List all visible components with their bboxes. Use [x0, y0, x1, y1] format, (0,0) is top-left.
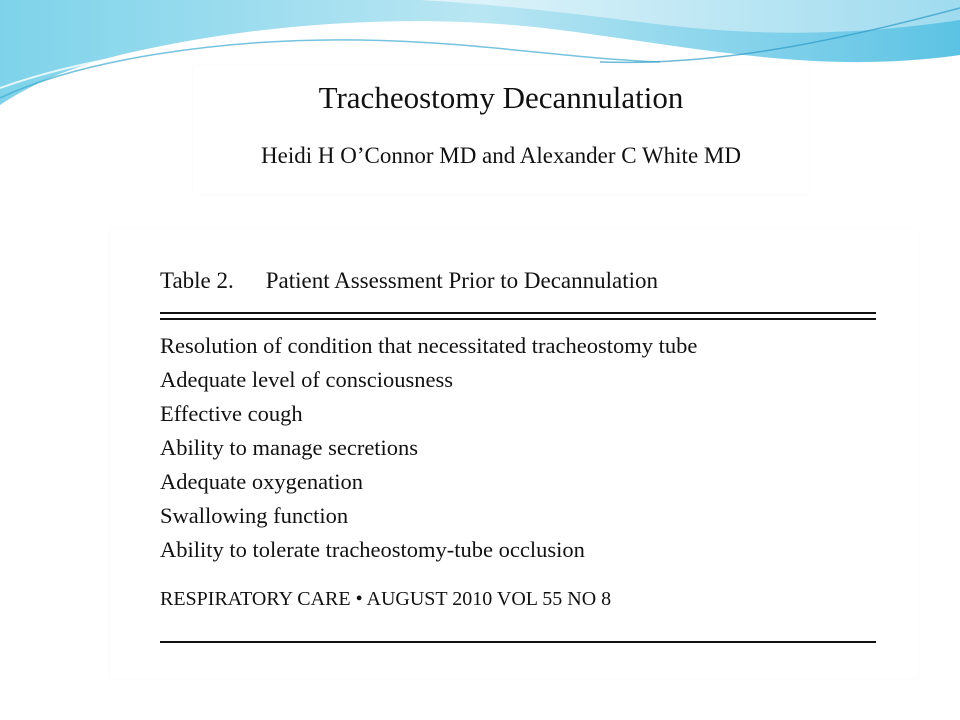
journal-citation: RESPIRATORY CARE • AUGUST 2010 VOL 55 NO 8: [160, 588, 612, 610]
table-top-rule-double: [160, 318, 876, 320]
table-row: Adequate oxygenation: [160, 469, 364, 494]
article-title: Tracheostomy Decannulation: [318, 80, 684, 115]
table-rows: [160, 331, 697, 569]
table-row: Ability to manage secretions: [160, 435, 419, 460]
article-authors: Heidi H O’Connor MD and Alexander C White MD: [261, 143, 741, 168]
table-title: Patient Assessment Prior to Decannulation: [265, 268, 658, 293]
table-card: [110, 228, 918, 678]
table-caption: [160, 268, 658, 294]
table-label: Table 2.: [160, 268, 234, 293]
table-row: Effective cough: [160, 401, 303, 426]
table-row: Adequate level of consciousness: [160, 367, 454, 392]
table-row: Ability to tolerate tracheostomy-tube occlusion: [160, 537, 585, 562]
table-bottom-rule: [160, 641, 876, 643]
table-row: Resolution of condition that necessitated tracheostomy tube: [160, 333, 698, 358]
article-header-card: [193, 66, 809, 194]
table-top-rule: [160, 312, 876, 314]
table-row: Swallowing function: [160, 503, 349, 528]
